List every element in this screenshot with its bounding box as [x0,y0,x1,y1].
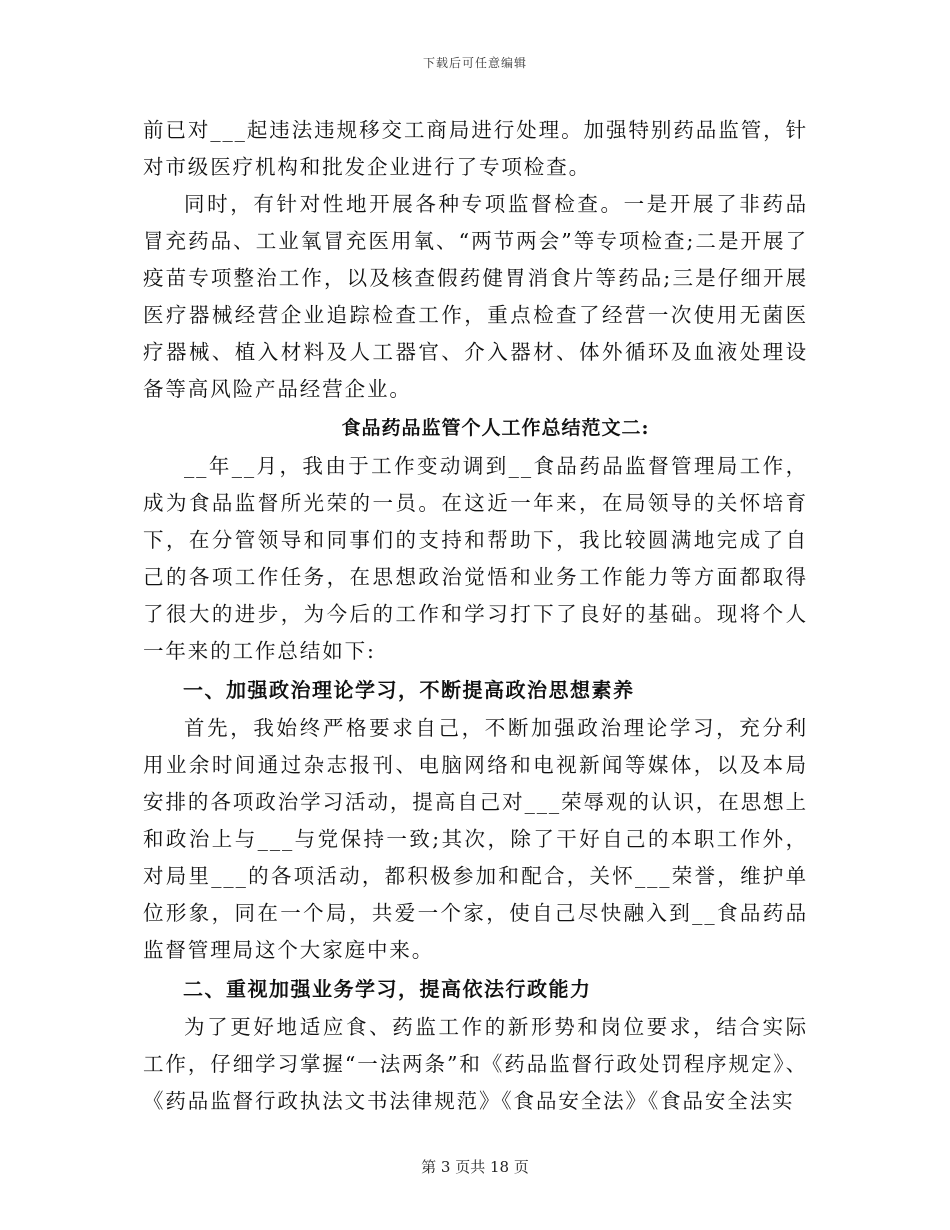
paragraph-intro: __年__月，我由于工作变动调到__食品药品监督管理局工作，成为食品监督所光荣的一员。在这近一年来，在局领导的关怀培育下，在分管领导和同事们的支持和帮助下，我比较圆满地完成了自己的各项工作任务，在思想政治觉悟和业务工作能力等方面都取得了很大的进步，为今后的工作和学习打下了良好的基础。现将个人一年来的工作总结如下: [143,454,808,663]
paragraph-continued: 前已对___起违法违规移交工商局进行处理。加强特别药品监管，针对市级医疗机构和批发企业进行了专项检查。 [143,118,808,179]
heading-political-study: 一、加强政治理论学习，不断提高政治思想素养 [183,678,635,702]
page-header: 下载后可任意编辑 [422,56,527,70]
section-title: 食品药品监管个人工作总结范文二: [341,417,650,439]
heading-business-study: 二、重视加强业务学习，提高依法行政能力 [183,977,592,1001]
page-number: 第 3 页共 18 页 [421,1158,529,1176]
paragraph-business-study: 为了更好地适应食、药监工作的新形势和岗位要求，结合实际工作，仔细学习掌握“一法两条”和《药品监督行政处罚程序规定》、《药品监督行政执法文书法律规范》《食品安全法》《食品安全法实 [143,1015,808,1113]
paragraph-political-study: 首先，我始终严格要求自己，不断加强政治理论学习，充分利用业余时间通过杂志报刊、电脑网络和电视新闻等媒体，以及本局安排的各项政治学习活动，提高自己对___荣辱观的认识，在思想上和政治上与___与党保持一致;其次，除了干好自己的本职工作外，对局里___的各项活动，都积极参加和配合，关怀___荣誉，维护单位形象，同在一个局，共爱一个家，使自己尽快融入到__食品药品监督管理局这个大家庭中来。 [143,716,808,962]
paragraph-special-inspections: 同时，有针对性地开展各种专项监督检查。一是开展了非药品冒充药品、工业氧冒充医用氧、“两节两会”等专项检查;二是开展了疫苗专项整治工作，以及核查假药健胃消食片等药品;三是仔细开展医疗器械经营企业追踪检查工作，重点检查了经营一次使用无菌医疗器械、植入材料及人工器官、介入器材、体外循环及血液处理设备等高风险产品经营企业。 [143,192,808,401]
document-body [143,112,808,1120]
